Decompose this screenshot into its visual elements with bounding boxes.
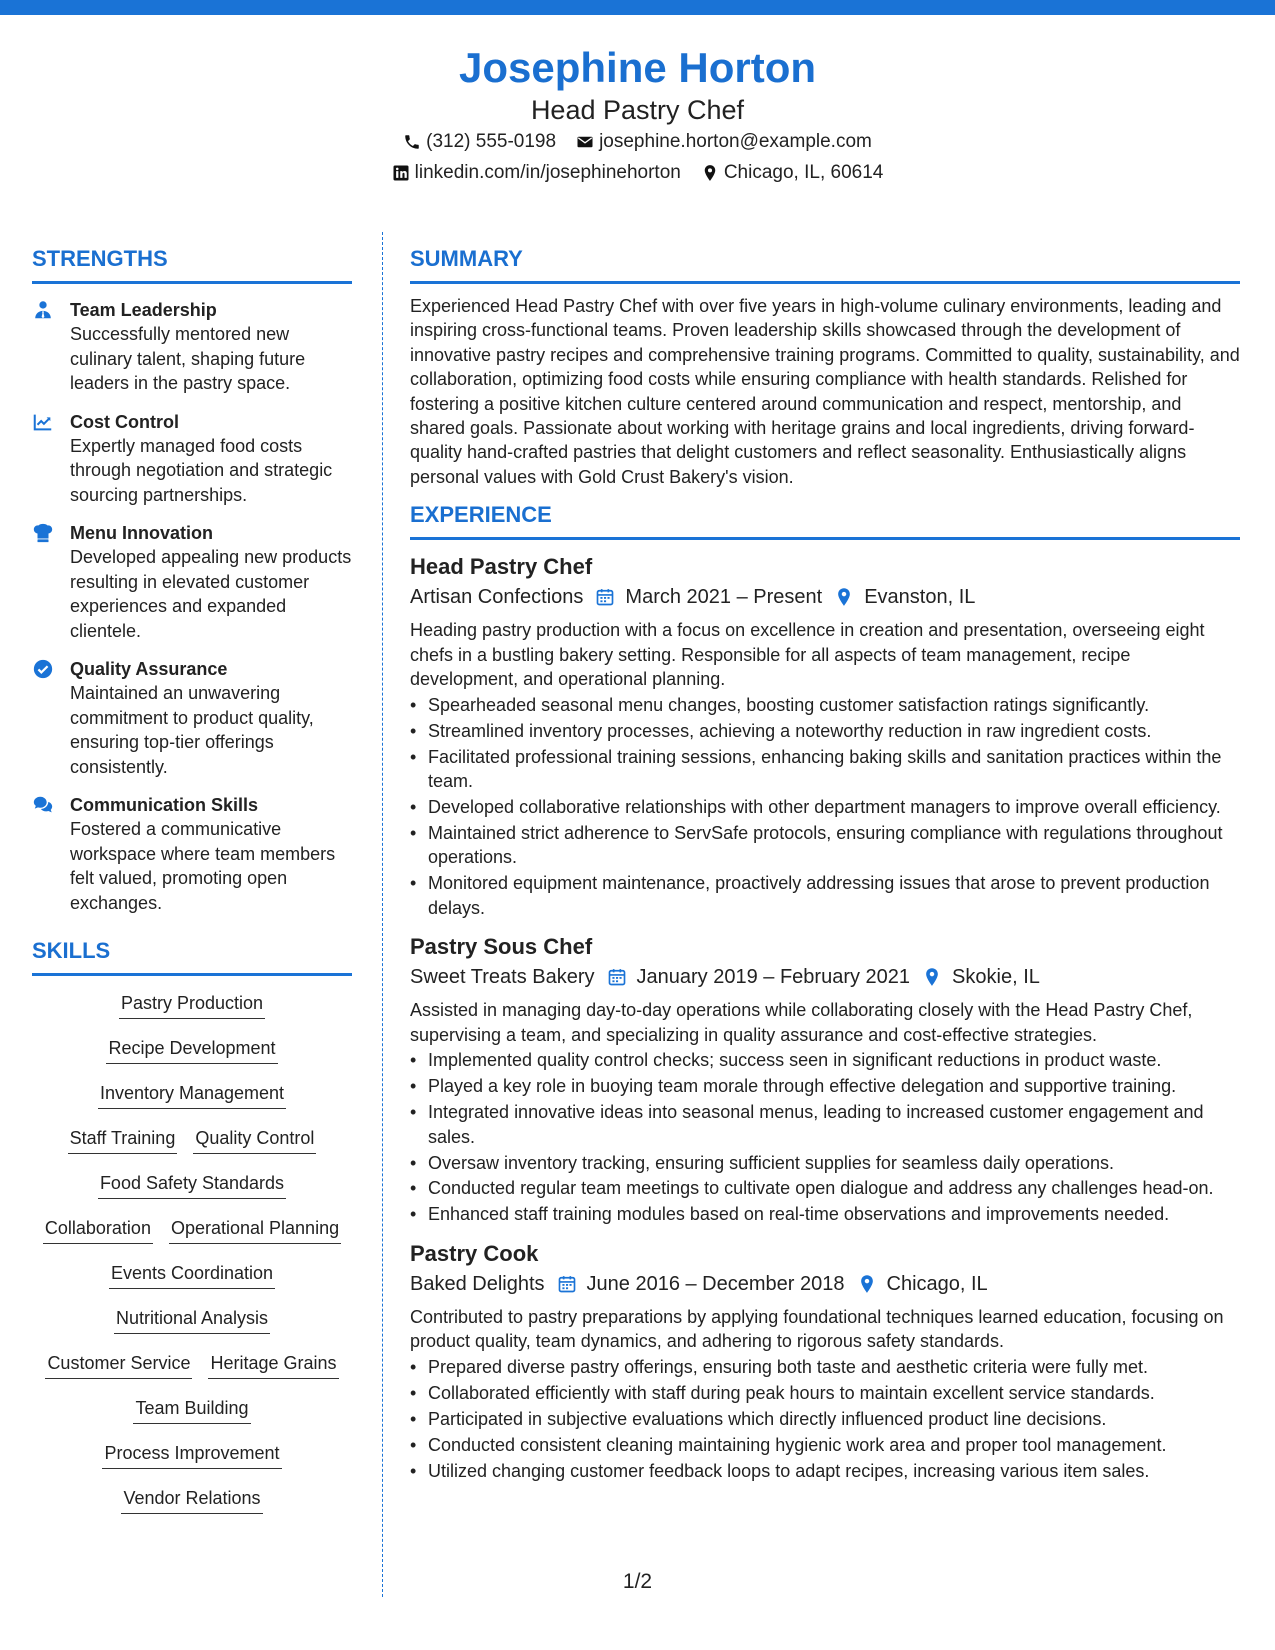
strength-item: [32, 657, 352, 779]
check-circle-icon: [32, 658, 54, 680]
skill-row: [32, 1215, 352, 1260]
skill-row: [32, 1035, 352, 1080]
strengths-section: [32, 245, 352, 915]
user-tie-icon: [32, 299, 54, 321]
job-entry: [410, 552, 1240, 920]
skill-row: [32, 1350, 352, 1395]
skill-tag: Operational Planning: [169, 1215, 341, 1244]
skill-tag: Events Coordination: [109, 1260, 275, 1289]
column-divider: [382, 232, 383, 1597]
skill-row: [32, 1485, 352, 1530]
bullet-item: • Monitored equipment maintenance, proactively addressing issues that arose to prevent production delays.: [410, 871, 1240, 920]
job-role: Head Pastry Chef: [410, 554, 593, 580]
email-text[interactable]: josephine.horton@example.com: [599, 131, 872, 152]
top-accent-bar: [0, 0, 1275, 15]
section-rule: [410, 537, 1240, 540]
strength-item: [32, 298, 352, 396]
contact-row-1: [0, 126, 1275, 157]
job-dates: March 2021 – Present: [625, 586, 823, 609]
calendar-icon: [557, 1274, 577, 1294]
strength-item: [32, 410, 352, 508]
strength-desc: Fostered a communicative workspace where team members felt valued, promoting open exchanges.: [70, 819, 336, 913]
chef-hat-icon: [32, 522, 54, 544]
candidate-title: Head Pastry Chef: [530, 95, 745, 125]
bullet-item: • Participated in subjective evaluations which directly influenced product line decisions.: [410, 1407, 1240, 1431]
skill-row: [32, 1395, 352, 1440]
skill-tag: Vendor Relations: [121, 1485, 262, 1514]
skill-row: [32, 990, 352, 1035]
bullet-item: • Facilitated professional training sessions, enhancing baking skills and sanitation practices within the team.: [410, 745, 1240, 794]
skill-row: [32, 1260, 352, 1305]
calendar-icon: [595, 587, 615, 607]
job-company: Artisan Confections: [410, 586, 584, 609]
section-rule: [32, 973, 352, 976]
candidate-name: Josephine Horton: [458, 44, 817, 91]
skill-tag: Process Improvement: [102, 1440, 281, 1469]
envelope-icon: [576, 133, 594, 151]
job-entry: [410, 1239, 1240, 1483]
skill-row: [32, 1440, 352, 1485]
section-rule: [410, 281, 1240, 284]
skill-tag: Collaboration: [43, 1215, 153, 1244]
job-location: Skokie, IL: [952, 966, 1040, 989]
skill-row: [32, 1305, 352, 1350]
strength-title: Team Leadership: [70, 300, 217, 320]
phone-text: (312) 555-0198: [426, 131, 557, 152]
job-location: Chicago, IL: [886, 1272, 988, 1295]
experience-heading: EXPERIENCE: [410, 502, 552, 528]
skill-tag: Inventory Management: [98, 1080, 286, 1109]
phone-icon: [403, 133, 421, 151]
skills-heading: SKILLS: [32, 938, 111, 963]
map-pin-icon: [701, 164, 719, 182]
job-description: Assisted in managing day-to-day operations while collaborating closely with the Head Pastry Chef, supervising a team, and specializing in quality assurance and cost-effective strategies.: [410, 1000, 1193, 1045]
job-location: Evanston, IL: [864, 586, 976, 609]
bullet-item: • Streamlined inventory processes, achieving a noteworthy reduction in raw ingredient costs.: [410, 719, 1240, 743]
summary-heading: SUMMARY: [410, 246, 523, 271]
skill-tag: Pastry Production: [119, 990, 265, 1019]
job-dates: June 2016 – December 2018: [586, 1272, 845, 1295]
bullet-item: • Conducted consistent cleaning maintaining hygienic work area and proper tool management.: [410, 1433, 1240, 1457]
bullet-item: • Played a key role in buoying team morale through effective delegation and supportive training.: [410, 1074, 1240, 1098]
strengths-heading: STRENGTHS: [32, 246, 168, 271]
strength-desc: Successfully mentored new culinary talent, shaping future leaders in the pastry space.: [70, 324, 306, 393]
chart-line-icon: [32, 411, 54, 433]
bullet-item: • Developed collaborative relationships with other department managers to improve overall efficiency.: [410, 795, 1240, 819]
skills-list: [32, 990, 352, 1530]
bullet-item: • Integrated innovative ideas into seasonal menus, leading to increased customer engagement and sales.: [410, 1100, 1240, 1149]
strength-title: Quality Assurance: [70, 659, 228, 679]
contact-email[interactable]: [576, 126, 872, 157]
strength-item: [32, 793, 352, 915]
job-role: Pastry Cook: [410, 1240, 539, 1266]
skill-tag: Staff Training: [68, 1125, 178, 1154]
bullet-item: • Spearheaded seasonal menu changes, boosting customer satisfaction ratings significantly.: [410, 693, 1240, 717]
skill-row: [32, 1080, 352, 1125]
job-description: Contributed to pastry preparations by applying foundational techniques learned education, focusing on product quality, team dynamics, and adhering to rigorous safety standards.: [410, 1306, 1224, 1352]
skills-section: [32, 937, 352, 1530]
job-entry: [410, 932, 1240, 1227]
page-number: 1/2: [622, 1570, 653, 1593]
job-role: Pastry Sous Chef: [410, 934, 593, 960]
bullet-item: • Maintained strict adherence to ServSafe protocols, ensuring compliance with regulations throughout operations.: [410, 821, 1240, 870]
strength-desc: Expertly managed food costs through negotiation and strategic sourcing partnerships.: [70, 435, 333, 505]
job-bullets: [410, 1048, 1240, 1226]
bullet-item: • Conducted regular team meetings to cultivate open dialogue and address any challenges head-on.: [410, 1176, 1240, 1200]
experience-section: [410, 501, 1240, 1483]
contact-phone: [403, 126, 556, 157]
contact-row-2: [0, 157, 1275, 188]
section-rule: [32, 281, 352, 284]
skill-row: [32, 1125, 352, 1170]
job-description: Heading pastry production with a focus on excellence in creation and presentation, overseeing eight chefs in a bustling bakery setting. Responsible for all aspects of team management, recipe development, and operational planning.: [410, 620, 1205, 690]
skill-tag: Food Safety Standards: [98, 1170, 286, 1199]
location-text: Chicago, IL, 60614: [723, 162, 884, 183]
strength-title: Cost Control: [70, 411, 179, 432]
job-meta: [410, 1269, 1240, 1299]
map-pin-icon: [834, 587, 854, 607]
calendar-icon: [607, 967, 627, 987]
skill-tag: Heritage Grains: [208, 1350, 338, 1379]
job-bullets: [410, 1355, 1240, 1483]
linkedin-icon: [392, 164, 410, 182]
left-column: [32, 245, 352, 1530]
comments-icon: [32, 794, 54, 816]
skill-tag: Nutritional Analysis: [114, 1305, 270, 1334]
job-dates: January 2019 – February 2021: [636, 966, 911, 989]
strength-title: Communication Skills: [70, 795, 259, 815]
job-company: Baked Delights: [410, 1272, 545, 1295]
summary-text: Experienced Head Pastry Chef with over five years in high-volume culinary environments, leading and inspiring cross-functional teams. Proven leadership skills showcased through the development of innovative pastry recipes and comprehensive training programs. Committed to quality, sustainability, and collaboration, optimizing food costs while ensuring compliance with health standards. Relished for fostering a positive kitchen culture centered around communication and respect, mentorship, and shared goals. Passionate about working with heritage grains and local ingredients, driving forward-quality hand-crafted pastries that delight customers and reflect seasonality. Enthusiastically aligns personal values with Gold Crust Bakery's vision.: [410, 296, 1240, 487]
bullet-item: • Prepared diverse pastry offerings, ensuring both taste and aesthetic criteria were fully met.: [410, 1355, 1240, 1379]
strength-desc: Developed appealing new products resulting in elevated customer experiences and expanded clientele.: [70, 547, 352, 641]
skill-tag: Quality Control: [193, 1125, 316, 1154]
linkedin-text[interactable]: linkedin.com/in/josephinehorton: [414, 162, 681, 183]
strength-title: Menu Innovation: [70, 523, 213, 543]
resume-header: [0, 42, 1275, 188]
contact-linkedin[interactable]: [392, 157, 681, 188]
job-meta: [410, 582, 1240, 612]
job-company: Sweet Treats Bakery: [410, 966, 595, 989]
job-bullets: [410, 693, 1240, 920]
bullet-item: • Oversaw inventory tracking, ensuring sufficient supplies for seamless daily operations.: [410, 1151, 1240, 1175]
bullet-item: • Enhanced staff training modules based on real-time observations and improvements needed.: [410, 1202, 1240, 1226]
strength-desc: Maintained an unwavering commitment to product quality, ensuring top-tier offerings consistently.: [70, 683, 314, 777]
job-meta: [410, 962, 1240, 992]
skill-tag: Team Building: [133, 1395, 250, 1424]
map-pin-icon: [922, 967, 942, 987]
strength-item: [32, 521, 352, 643]
summary-section: [410, 245, 1240, 489]
bullet-item: • Implemented quality control checks; success seen in significant reductions in product waste.: [410, 1048, 1240, 1072]
bullet-item: • Collaborated efficiently with staff during peak hours to maintain excellent service standards.: [410, 1381, 1240, 1405]
bullet-item: • Utilized changing customer feedback loops to adapt recipes, increasing various item sales.: [410, 1459, 1240, 1483]
contact-location: [701, 157, 884, 188]
skill-tag: Customer Service: [45, 1350, 192, 1379]
skill-row: [32, 1170, 352, 1215]
map-pin-icon: [857, 1274, 877, 1294]
right-column: [410, 245, 1240, 1483]
skill-tag: Recipe Development: [106, 1035, 277, 1064]
